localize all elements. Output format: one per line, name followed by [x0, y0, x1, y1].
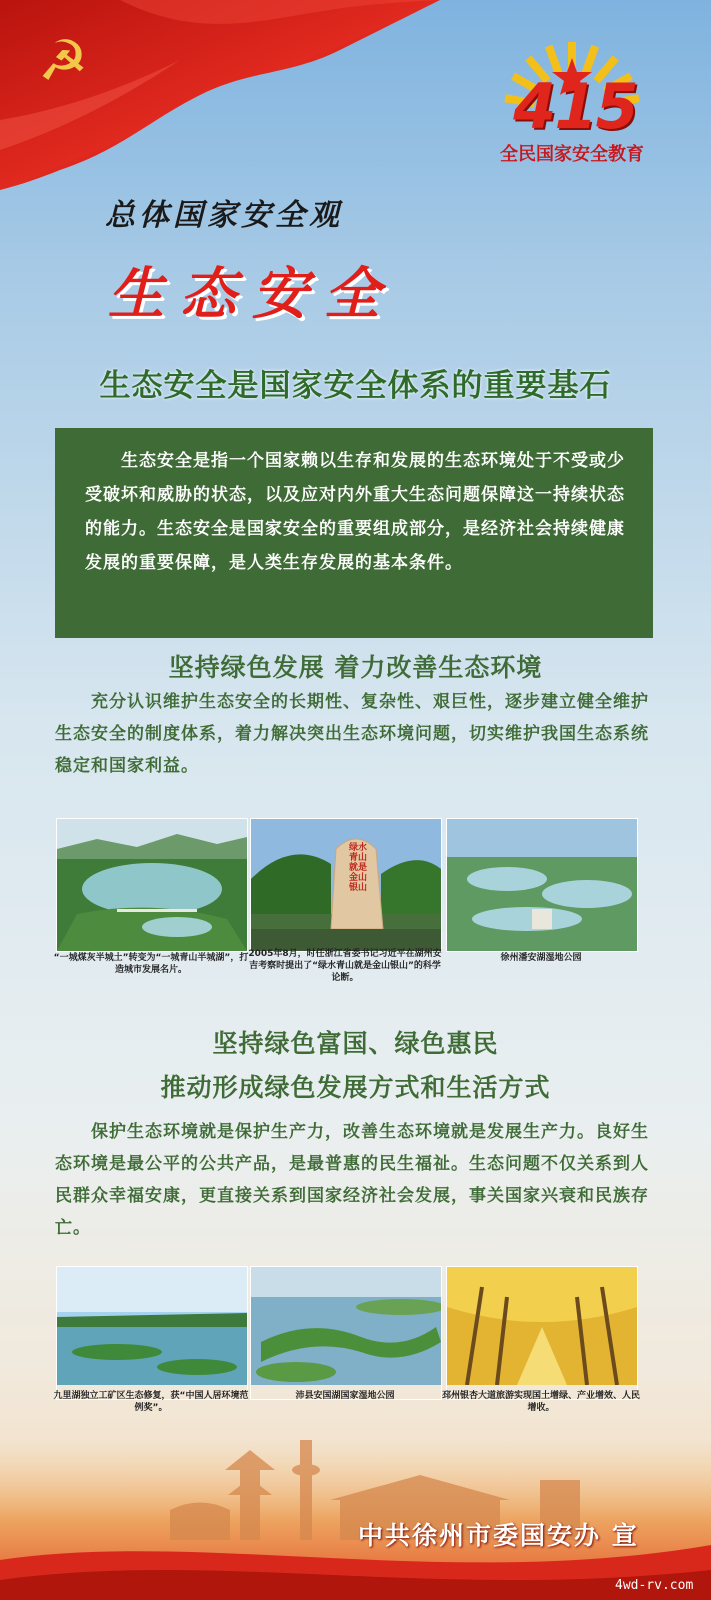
photo-inscribed-stone [250, 818, 442, 952]
photo-caption: 邳州银杏大道旅游实现国土增绿、产业增效、人民增收。 [441, 1391, 640, 1413]
logo-number: 415 [513, 70, 637, 143]
photo-wetland-park [446, 818, 638, 952]
photo-caption: 沛县安国湖国家湿地公园 [295, 1391, 395, 1401]
photo-ginkgo-avenue [446, 1266, 638, 1400]
page-supertitle: 总体国家安全观 [105, 198, 343, 233]
section2-heading-line1: 坚持绿色富国、绿色惠民 [212, 1029, 499, 1058]
section1-paragraph: 充分认识维护生态安全的长期性、复杂性、艰巨性，逐步建立健全维护生态安全的制度体系，着力解决突出生态环境问题，切实维护我国生态系统稳定和国家利益。 [55, 692, 649, 776]
section2-paragraph: 保护生态环境就是保护生产力，改善生态环境就是发展生产力。良好生态环境是最公平的公共产品，是最普惠的民生福祉。生态问题不仅关系到人民群众幸福安康，更直接关系到国家经济社会发展，事关国家兴衰和民族存亡。 [55, 1122, 649, 1238]
watermark: 4wd-rv.com [615, 1578, 694, 1593]
intro-box [55, 428, 653, 638]
national-security-day-logo [482, 40, 662, 170]
photo-anguohu-wetland [250, 1266, 442, 1400]
section2-heading-line2: 推动形成绿色发展方式和生活方式 [160, 1073, 551, 1102]
photo-caption: 徐州潘安湖湿地公园 [500, 953, 582, 963]
photo-caption: 九里湖独立工矿区生态修复，获“中国人居环境范例奖”。 [53, 1391, 249, 1413]
photo-city-lake [56, 818, 248, 952]
logo-subtitle: 全民国家安全教育 [500, 144, 644, 165]
stone-inscription: 绿水青山就是金山银山 [349, 843, 368, 893]
party-flag [0, 0, 440, 200]
section1-heading: 坚持绿色发展 着力改善生态环境 [168, 653, 543, 682]
issuer-text: 中共徐州市委国安办 宣 [358, 1521, 639, 1550]
page-title: 生态安全 [108, 261, 396, 327]
photo-caption: “一城煤灰半城土”转变为“一城青山半城湖”，打造城市发展名片。 [53, 953, 249, 975]
headline: 生态安全是国家安全体系的重要基石 [99, 368, 612, 404]
photo-jiulihu-wetland [56, 1266, 248, 1400]
hammer-sickle-icon: ☭ [38, 29, 89, 94]
photo-caption: 2005年8月，时任浙江省委书记习近平在湖州安吉考察时提出了“绿水青山就是金山银山”的科学论断。 [248, 949, 442, 983]
intro-text: 生态安全是指一个国家赖以生存和发展的生态环境处于不受或少受破坏和威胁的状态，以及应对内外重大生态问题保障这一持续状态的能力。生态安全是国家安全的重要组成部分，是经济社会持续健康发展的重要保障，是人类生存发展的基本条件。 [85, 451, 625, 573]
